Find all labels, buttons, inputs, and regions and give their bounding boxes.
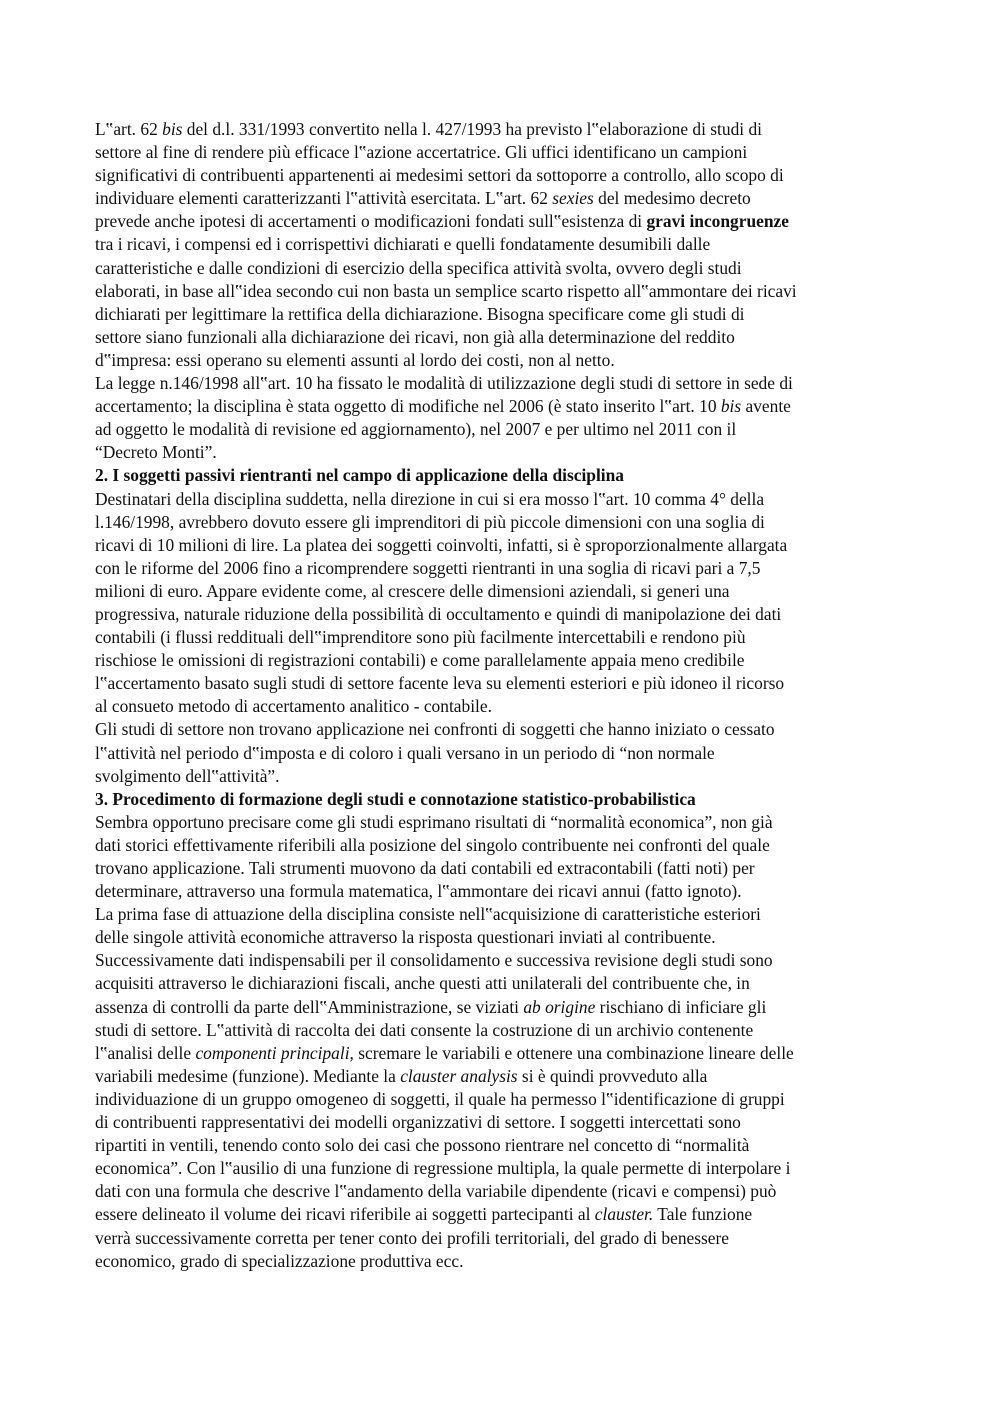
text-line: individuare elementi caratterizzanti l‟attività esercitata. L‟art. 62 sexies del medesimo decreto bbox=[95, 188, 751, 209]
text-line: Successivamente dati indispensabili per il consolidamento e successiva revisione degli studi sono bbox=[95, 950, 773, 971]
text-line: delle singole attività economiche attraverso la risposta questionari inviati al contribuente. bbox=[95, 927, 716, 948]
document-page bbox=[95, 118, 910, 1273]
text-line: individuazione di un gruppo omogeneo di soggetti, il quale ha permesso l‟identificazione di gruppi bbox=[95, 1088, 785, 1109]
text-line: significativi di contribuenti appartenenti ai medesimi settori da sottoporre a controllo, allo scopo di bbox=[95, 165, 784, 186]
text-line: determinare, attraverso una formula matematica, l‟ammontare dei ricavi annui (fatto ignoto). bbox=[95, 881, 742, 902]
italic-term: ab origine bbox=[523, 996, 596, 1017]
text-line: d‟impresa: essi operano su elementi assunti al lordo dei costi, non al netto. bbox=[95, 349, 615, 370]
text-line: economica”. Con l‟ausilio di una funzione di regressione multipla, la quale permette di interpolare i bbox=[95, 1158, 791, 1179]
section-heading: 3. Procedimento di formazione degli studi e connotazione statistico-probabilistica bbox=[95, 788, 696, 809]
section-heading: 2. I soggetti passivi rientranti nel campo di applicazione della disciplina bbox=[95, 465, 624, 486]
italic-term: clauster analysis bbox=[400, 1065, 518, 1086]
text-line: settore siano funzionali alla dichiarazione dei ricavi, non già alla determinazione del reddito bbox=[95, 326, 735, 347]
text-line: ricavi di 10 milioni di lire. La platea dei soggetti coinvolti, infatti, si è sproporzionalmente allargata bbox=[95, 534, 788, 555]
text-line: dati con una formula che descrive l‟andamento della variabile dipendente (ricavi e compensi) può bbox=[95, 1181, 777, 1202]
text-line: “Decreto Monti”. bbox=[95, 442, 217, 463]
text-line: variabili medesime (funzione). Mediante la clauster analysis si è quindi provveduto alla bbox=[95, 1065, 708, 1086]
text-line: progressiva, naturale riduzione della possibilità di occultamento e quindi di manipolazione dei dati bbox=[95, 603, 782, 624]
text-line: tra i ricavi, i compensi ed i corrispettivi dichiarati e quelli fondatamente desumibili dalle bbox=[95, 234, 711, 255]
italic-term: bis bbox=[720, 396, 742, 417]
text-line: contabili (i flussi reddituali dell‟imprenditore sono più facilmente intercettabili e rendono più bbox=[95, 627, 746, 648]
text-line: ripartiti in ventili, tenendo conto solo dei casi che possono rientrare nel concetto di “normalità bbox=[95, 1135, 750, 1156]
text-line: dichiarati per legittimare la rettifica della dichiarazione. Bisogna specificare come gli studi di bbox=[95, 303, 745, 324]
text-line: L‟art. 62 bis del d.l. 331/1993 convertito nella l. 427/1993 ha previsto l‟elaborazione di studi di bbox=[95, 119, 762, 139]
text-line: Destinatari della disciplina suddetta, nella direzione in cui si era mosso l‟art. 10 comma 4° della bbox=[95, 488, 765, 509]
text-line: La legge n.146/1998 all‟art. 10 ha fissato le modalità di utilizzazione degli studi di settore in sede di bbox=[95, 373, 793, 394]
paragraph bbox=[95, 488, 910, 719]
text-line: ad oggetto le modalità di revisione ed aggiornamento), nel 2007 e per ultimo nel 2011 con il bbox=[95, 419, 737, 440]
italic-term: bis bbox=[162, 119, 183, 139]
text-line: settore al fine di rendere più efficace l‟azione accertatrice. Gli uffici identificano un campioni bbox=[95, 142, 748, 163]
text-line: Sembra opportuno precisare come gli studi esprimano risultati di “normalità economica”, non già bbox=[95, 811, 773, 832]
paragraph bbox=[95, 372, 910, 464]
text-line: rischiose le omissioni di registrazioni contabili) e come parallelamente appaia meno credibile bbox=[95, 650, 745, 671]
text-line: prevede anche ipotesi di accertamenti o modificazioni fondati sull‟esistenza di gravi incongruenze bbox=[95, 211, 789, 232]
text-line: studi di settore. L‟attività di raccolta dei dati consente la costruzione di un archivio contenente bbox=[95, 1019, 754, 1040]
text-line: essere delineato il volume dei ricavi riferibile ai soggetti partecipanti al clauster. Tale funzione bbox=[95, 1204, 753, 1225]
paragraph bbox=[95, 903, 910, 1273]
paragraph bbox=[95, 811, 910, 903]
bold-term: gravi incongruenze bbox=[646, 211, 789, 232]
paragraph bbox=[95, 718, 910, 787]
italic-term: clauster. bbox=[594, 1204, 654, 1225]
text-line: di contribuenti rappresentativi dei modelli organizzativi di settore. I soggetti intercettati sono bbox=[95, 1112, 741, 1133]
text-line: con le riforme del 2006 fino a ricomprendere soggetti rientranti in una soglia di ricavi pari a 7,5 bbox=[95, 557, 761, 578]
text-line: l.146/1998, avrebbero dovuto essere gli imprenditori di più piccole dimensioni con una soglia di bbox=[95, 511, 765, 532]
text-line: caratteristiche e dalle condizioni di esercizio della specifica attività svolta, ovvero degli studi bbox=[95, 257, 742, 278]
text-line: l‟accertamento basato sugli studi di settore facente leva su elementi esteriori e più idoneo il ricorso bbox=[95, 673, 785, 694]
text-line: accertamento; la disciplina è stata oggetto di modifiche nel 2006 (è stato inserito l‟art. 10 bis avente bbox=[95, 396, 791, 417]
paragraph bbox=[95, 118, 910, 372]
text-line: svolgimento dell‟attività”. bbox=[95, 765, 280, 786]
text-line: acquisiti attraverso le dichiarazioni fiscali, anche questi atti unilaterali del contribuente che, in bbox=[95, 973, 750, 994]
text-line: l‟attività nel periodo d‟imposta e di coloro i quali versano in un periodo di “non normale bbox=[95, 742, 715, 763]
text-line: trovano applicazione. Tali strumenti muovono da dati contabili ed extracontabili (fatti noti) per bbox=[95, 858, 755, 878]
italic-term: componenti principali, bbox=[195, 1042, 354, 1063]
text-line: l‟analisi delle componenti principali, scremare le variabili e ottenere una combinazione lineare delle bbox=[95, 1042, 794, 1063]
text-line: Gli studi di settore non trovano applicazione nei confronti di soggetti che hanno iniziato o cessato bbox=[95, 719, 775, 740]
italic-term: sexies bbox=[552, 188, 594, 209]
text-line: dati storici effettivamente riferibili alla posizione del singolo contribuente nei confronti del quale bbox=[95, 834, 770, 855]
text-line: assenza di controlli da parte dell‟Amministrazione, se viziati ab origine rischiano di inficiare gli bbox=[95, 996, 767, 1017]
text-line: elaborati, in base all‟idea secondo cui non basta un semplice scarto rispetto all‟ammontare dei ricavi bbox=[95, 280, 797, 301]
text-line: La prima fase di attuazione della disciplina consiste nell‟acquisizione di caratteristiche esteriori bbox=[95, 904, 761, 925]
text-line: verrà successivamente corretta per tener conto dei profili territoriali, del grado di benessere bbox=[95, 1227, 729, 1248]
text-line: economico, grado di specializzazione produttiva ecc. bbox=[95, 1250, 464, 1271]
text-line: milioni di euro. Appare evidente come, al crescere delle dimensioni aziendali, si generi una bbox=[95, 580, 730, 601]
text-line: al consueto metodo di accertamento analitico - contabile. bbox=[95, 696, 492, 717]
